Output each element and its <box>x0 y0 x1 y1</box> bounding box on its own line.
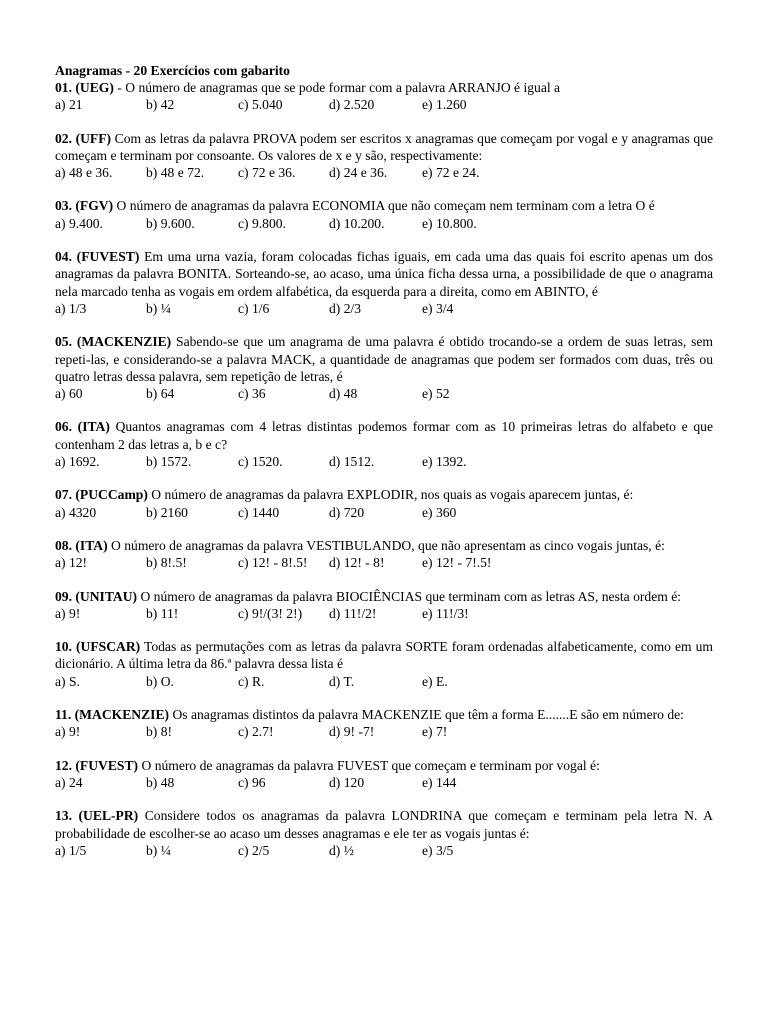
answer-options <box>55 723 713 740</box>
answer-option: d) 120 <box>329 774 365 790</box>
question-statement <box>55 807 713 842</box>
question-item <box>55 418 713 470</box>
answer-option: b) 9.600. <box>146 215 195 231</box>
answer-options <box>55 164 713 181</box>
answer-option: d) 720 <box>329 504 365 520</box>
question-statement <box>55 333 713 385</box>
question-number: 04. (FUVEST) <box>55 249 140 265</box>
question-text: O número de anagramas da palavra VESTIBULANDO, que não apresentam as cinco vogais juntas, é: <box>107 537 665 553</box>
question-statement <box>55 638 713 673</box>
answer-option: d) 24 e 36. <box>329 165 388 181</box>
answer-options <box>55 774 713 791</box>
question-number: 08. (ITA) <box>55 537 108 553</box>
answer-option: c) 9.800. <box>238 215 286 231</box>
answer-option: e) 3/4 <box>422 300 454 316</box>
question-number: 02. (UFF) <box>55 130 112 146</box>
answer-option: a) 48 e 36. <box>55 165 113 181</box>
question-item <box>55 130 713 182</box>
question-statement <box>55 588 713 605</box>
answer-option: a) 24 <box>55 774 83 790</box>
question-number: 11. (MACKENZIE) <box>55 707 170 723</box>
answer-option: b) ¼ <box>146 300 171 316</box>
answer-option: c) 72 e 36. <box>238 165 296 181</box>
question-statement <box>55 418 713 453</box>
answer-option: c) 2.7! <box>238 724 274 740</box>
answer-option: a) 9.400. <box>55 215 103 231</box>
answer-option: b) O. <box>146 673 174 689</box>
answer-option: a) 1692. <box>55 454 100 470</box>
question-item <box>55 248 713 317</box>
question-item <box>55 757 713 792</box>
answer-option: c) 1520. <box>238 454 283 470</box>
question-text: Sabendo-se que um anagrama de uma palavra é obtido trocando-se a ordem de suas letras, sem repeti-las, e considerando-se a palavra MACK, a quantidade de anagramas que podem ser formados com duas, três ou quatro letras dessa palavra, sem repetição de letras, é <box>55 334 713 384</box>
answer-option: a) 1/3 <box>55 300 87 316</box>
question-number: 12. (FUVEST) <box>55 757 139 773</box>
answer-option: b) 48 e 72. <box>146 165 205 181</box>
answer-option: b) 64 <box>146 386 175 402</box>
answer-options <box>55 215 713 232</box>
question-number: 13. (UEL-PR) <box>55 808 139 824</box>
question-text: O número de anagramas da palavra ECONOMIA que não começam nem terminam com a letra O é <box>113 198 655 214</box>
answer-option: e) 360 <box>422 504 457 520</box>
answer-option: a) 60 <box>55 386 83 402</box>
answer-options <box>55 453 713 470</box>
answer-option: e) E. <box>422 673 448 689</box>
question-number: 03. (FGV) <box>55 198 114 214</box>
answer-option: b) 2160 <box>146 504 188 520</box>
question-item <box>55 537 713 572</box>
answer-option: c) 5.040 <box>238 97 283 113</box>
answer-option: e) 7! <box>422 724 448 740</box>
answer-options <box>55 96 713 113</box>
answer-option: b) 42 <box>146 97 175 113</box>
answer-option: d) ½ <box>329 842 354 858</box>
question-statement <box>55 757 713 774</box>
question-item <box>55 197 713 232</box>
answer-option: e) 12! - 7!.5! <box>422 555 492 571</box>
answer-options <box>55 385 713 402</box>
question-statement <box>55 537 713 554</box>
question-number: 09. (UNITAU) <box>55 588 138 604</box>
question-number: 06. (ITA) <box>55 419 110 435</box>
answer-options <box>55 605 713 622</box>
question-item <box>55 588 713 623</box>
question-text: O número de anagramas da palavra BIOCIÊNCIAS que terminam com as letras AS, nesta ordem é: <box>137 588 682 604</box>
answer-option: e) 1392. <box>422 454 467 470</box>
question-number: 01. (UEG) <box>55 80 114 95</box>
question-list <box>55 79 713 859</box>
answer-option: e) 52 <box>422 386 450 402</box>
answer-option: c) 36 <box>238 386 266 402</box>
answer-option: d) 2.520 <box>329 97 375 113</box>
answer-options <box>55 673 713 690</box>
answer-option: d) 10.200. <box>329 215 385 231</box>
answer-option: e) 144 <box>422 774 457 790</box>
answer-option: c) 1440 <box>238 504 280 520</box>
question-item <box>55 486 713 521</box>
answer-option: a) 12! <box>55 555 88 571</box>
question-statement <box>55 486 713 503</box>
question-text: Quantos anagramas com 4 letras distintas podemos formar com as 10 primeiras letras do alfabeto e que contenham 2 das letras a, b e c? <box>55 419 713 452</box>
answer-option: d) 1512. <box>329 454 375 470</box>
answer-option: a) 4320 <box>55 504 97 520</box>
answer-option: a) 9! <box>55 605 81 621</box>
question-text: O número de anagramas da palavra FUVEST que começam e terminam por vogal é: <box>138 757 600 773</box>
answer-option: d) 12! - 8! <box>329 555 385 571</box>
question-item <box>55 333 713 402</box>
question-text: Os anagramas distintos da palavra MACKENZIE que têm a forma E.......E são em número de: <box>169 707 684 723</box>
answer-option: b) 11! <box>146 605 179 621</box>
question-statement <box>55 130 713 165</box>
question-number: 07. (PUCCamp) <box>55 487 148 503</box>
question-statement <box>55 79 713 96</box>
question-text: Em uma urna vazia, foram colocadas fichas iguais, em cada uma das quais foi escrito apenas um dos anagramas da palavra BONITA. Sorteando-se, ao acaso, uma única ficha dessa urna, a possibilidade de que o anagrama nela marcado tenha as vogais em ordem alfabética, da esquerda para a direita, como em ABINTO, é <box>55 249 713 299</box>
question-statement <box>55 706 713 723</box>
answer-options <box>55 504 713 521</box>
answer-option: d) 9! -7! <box>329 724 375 740</box>
answer-option: e) 1.260 <box>422 97 467 113</box>
question-statement <box>55 248 713 300</box>
answer-option: c) 1/6 <box>238 300 270 316</box>
answer-options <box>55 300 713 317</box>
document-title: Anagramas - 20 Exercícios com gabarito <box>55 63 290 78</box>
answer-option: b) 8! <box>146 724 173 740</box>
answer-option: c) 9!/(3! 2!) <box>238 605 303 621</box>
answer-option: d) T. <box>329 673 355 689</box>
answer-option: d) 2/3 <box>329 300 362 316</box>
answer-option: c) 96 <box>238 774 266 790</box>
question-number: 10. (UFSCAR) <box>55 639 141 655</box>
question-number: 05. (MACKENZIE) <box>55 334 172 350</box>
answer-option: b) 1572. <box>146 454 192 470</box>
answer-option: a) 9! <box>55 724 81 740</box>
answer-option: c) 2/5 <box>238 842 270 858</box>
question-statement <box>55 197 713 214</box>
answer-option: c) 12! - 8!.5! <box>238 555 308 571</box>
answer-option: b) 48 <box>146 774 175 790</box>
answer-option: a) 1/5 <box>55 842 87 858</box>
answer-option: a) 21 <box>55 97 83 113</box>
question-item <box>55 807 713 859</box>
answer-option: a) S. <box>55 673 80 689</box>
answer-options <box>55 554 713 571</box>
answer-options <box>55 842 713 859</box>
answer-option: e) 11!/3! <box>422 605 469 621</box>
answer-option: d) 11!/2! <box>329 605 377 621</box>
question-text: Com as letras da palavra PROVA podem ser escritos x anagramas que começam por vogal e y anagramas que começam e terminam por consoante. Os valores de x e y são, respectivamente: <box>55 130 713 163</box>
answer-option: e) 72 e 24. <box>422 165 480 181</box>
answer-option: b) 8!.5! <box>146 555 187 571</box>
question-item <box>55 638 713 690</box>
question-text: Todas as permutações com as letras da palavra SORTE foram ordenadas alfabeticamente, como em um dicionário. A última letra da 86.ª palavra dessa lista é <box>55 639 713 672</box>
answer-option: d) 48 <box>329 386 358 402</box>
question-item <box>55 79 713 114</box>
answer-option: e) 3/5 <box>422 842 454 858</box>
question-item <box>55 706 713 741</box>
answer-option: e) 10.800. <box>422 215 477 231</box>
answer-option: c) R. <box>238 673 265 689</box>
question-text: - O número de anagramas que se pode formar com a palavra ARRANJO é igual a <box>113 80 561 95</box>
answer-option: b) ¼ <box>146 842 171 858</box>
question-text: Considere todos os anagramas da palavra LONDRINA que começam e terminam pela letra N. A probabilidade de escolher-se ao acaso um desses anagramas e ele ter as vogais juntas é: <box>55 808 713 841</box>
question-text: O número de anagramas da palavra EXPLODIR, nos quais as vogais aparecem juntas, é: <box>147 487 634 503</box>
